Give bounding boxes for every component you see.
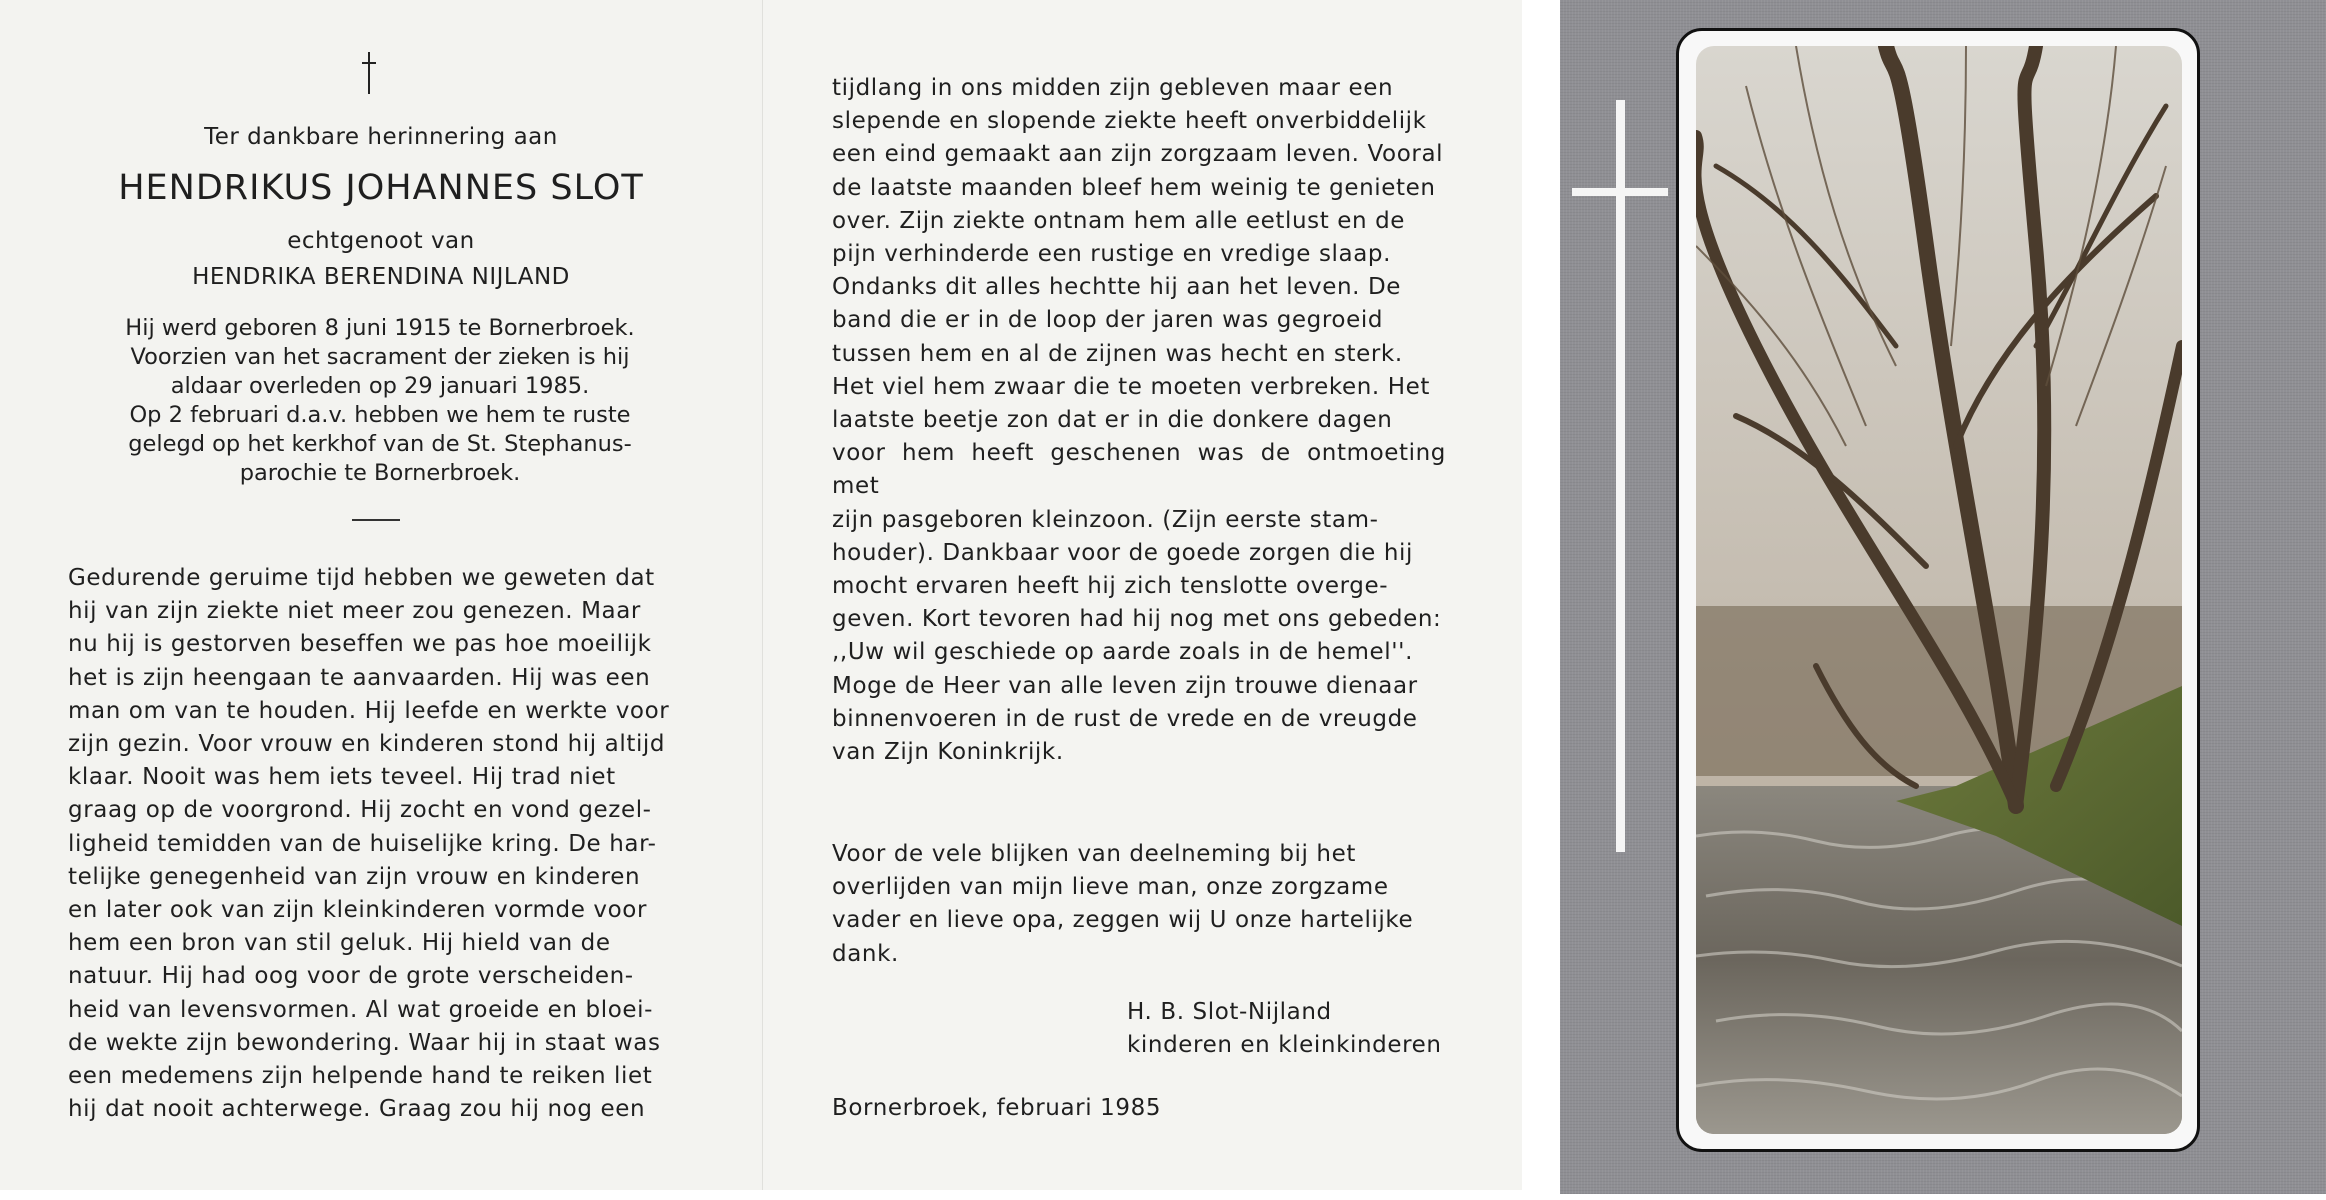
text-line: graag op de voorgrond. Hij zocht en vond gezel- <box>68 797 652 824</box>
detail-line: parochie te Bornerbroek. <box>239 460 521 486</box>
signature-block <box>1127 996 1442 1062</box>
text-line: telijke genegenheid van zijn vrouw en kinderen <box>68 863 641 890</box>
text-line: pijn verhinderde een rustige en vredige slaap. <box>832 241 1392 268</box>
signature-line: kinderen en kleinkinderen <box>1127 1032 1442 1058</box>
divider <box>352 519 400 521</box>
text-line: overlijden van mijn lieve man, onze zorgzame <box>832 874 1389 901</box>
text-line: houder). Dankbaar voor de goede zorgen die hij <box>832 539 1413 566</box>
text-line: een eind gemaakt aan zijn zorgzaam leven. Vooral <box>832 141 1444 168</box>
text-line: klaar. Nooit was hem iets teveel. Hij trad niet <box>68 764 616 791</box>
text-line: zijn gezin. Voor vrouw en kinderen stond hij altijd <box>68 731 666 758</box>
text-line: hij dat nooit achterwege. Graag zou hij nog een <box>68 1096 646 1123</box>
text-line: een medemens zijn helpende hand te reiken liet <box>68 1063 653 1090</box>
text-line: Gedurende geruime tijd hebben we geweten dat <box>68 565 655 591</box>
text-line: hij van zijn ziekte niet meer zou genezen. Maar <box>68 598 641 625</box>
spouse-name: HENDRIKA BERENDINA NIJLAND <box>192 264 570 290</box>
deceased-name: HENDRIKUS JOHANNES SLOT <box>118 168 644 208</box>
text-line: hem een bron van stil geluk. Hij hield van de <box>68 930 611 957</box>
detail-line: Hij werd geboren 8 juni 1915 te Bornerbroek. <box>125 315 635 341</box>
detail-line: Voorzien van het sacrament der zieken is hij <box>130 344 630 370</box>
text-line: mocht ervaren heeft hij zich tenslotte overge- <box>832 573 1389 600</box>
text-line: ligheid temidden van de huiselijke kring. De har- <box>68 830 657 857</box>
cross-icon <box>362 52 376 94</box>
text-line: tijdlang in ons midden zijn gebleven maar een <box>832 75 1394 101</box>
text-line: van Zijn Koninkrijk. <box>832 739 1064 766</box>
text-line: dank. <box>832 940 899 967</box>
river-trees-photo <box>1696 46 2182 1134</box>
detail-line: Op 2 februari d.a.v. hebben we hem te ruste <box>129 402 631 428</box>
text-line: vader en lieve opa, zeggen wij U onze hartelijke <box>832 907 1414 934</box>
text-line: man om van te houden. Hij leefde en werkte voor <box>68 697 670 724</box>
text-line: ,,Uw wil geschiede op aarde zoals in de hemel''. <box>832 639 1414 666</box>
text-line: laatste beetje zon dat er in die donkere dagen <box>832 407 1393 434</box>
text-line: Ondanks dit alles hechtte hij aan het leven. De <box>832 274 1402 301</box>
detail-line: aldaar overleden op 29 januari 1985. <box>170 373 590 399</box>
text-line: en later ook van zijn kleinkinderen vormde voor <box>68 897 648 924</box>
text-line: binnenvoeren in de rust de vrede en de vreugde <box>832 705 1418 732</box>
left-body-text <box>68 562 688 1126</box>
text-line: Voor de vele blijken van deelneming bij het <box>832 841 1356 867</box>
text-line: Het viel hem zwaar die te moeten verbreken. Het <box>832 373 1430 400</box>
text-line: slepende en slopende ziekte heeft onverbiddelijk <box>832 108 1427 135</box>
text-line: voor hem heeft geschenen was de ontmoeting met <box>832 440 1446 500</box>
intro-text: Ter dankbare herinnering aan <box>204 124 558 150</box>
text-line: het is zijn heengaan te aanvaarden. Hij was een <box>68 664 651 691</box>
text-line: heid van levensvormen. Al wat groeide en bloei- <box>68 996 654 1023</box>
white-cross-bar <box>1572 188 1668 196</box>
text-line: de wekte zijn bewondering. Waar hij in staat was <box>68 1029 661 1056</box>
thanks-text <box>832 838 1446 971</box>
text-line: zijn pasgeboren kleinzoon. (Zijn eerste stam- <box>832 506 1379 533</box>
text-line: tussen hem en al de zijnen was hecht en sterk. <box>832 340 1403 367</box>
spouse-label: echtgenoot van <box>287 228 475 254</box>
text-line: band die er in de loop der jaren was gegroeid <box>832 307 1384 334</box>
detail-line: gelegd op het kerkhof van de St. Stephanus- <box>128 431 632 457</box>
text-line: natuur. Hij had oog voor de grote verscheiden- <box>68 963 634 990</box>
text-line: nu hij is gestorven beseffen we pas hoe moeilijk <box>68 631 652 658</box>
text-line: geven. Kort tevoren had hij nog met ons gebeden: <box>832 606 1442 633</box>
white-cross-icon <box>1616 100 1625 852</box>
signature-line: H. B. Slot-Nijland <box>1127 999 1332 1025</box>
text-line: over. Zijn ziekte ontnam hem alle eetlust en de <box>832 207 1406 234</box>
place-date: Bornerbroek, februari 1985 <box>832 1095 1162 1121</box>
middle-body-text <box>832 72 1446 769</box>
text-line: de laatste maanden bleef hem weinig te genieten <box>832 174 1436 201</box>
text-line: Moge de Heer van alle leven zijn trouwe dienaar <box>832 672 1418 699</box>
life-details <box>60 314 700 488</box>
